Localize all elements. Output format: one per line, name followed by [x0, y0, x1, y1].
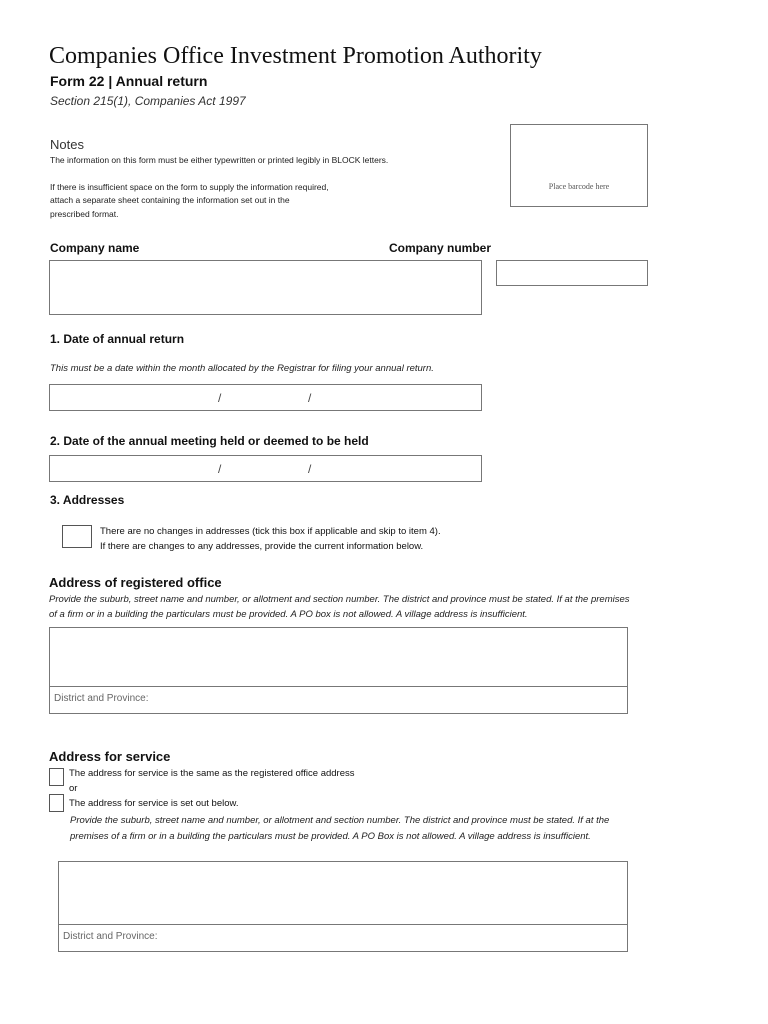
or-label: or: [69, 783, 78, 794]
barcode-label: Place barcode here: [548, 182, 610, 191]
service-instructions-2: premises of a firm or in a building the particulars must be provided. A PO Box is not allowed. A village address is insufficient.: [70, 831, 591, 842]
company-name-field[interactable]: [49, 260, 482, 315]
service-instructions-1: Provide the suburb, street name and number, or allotment and section number. The district and province must be stated. If at the: [70, 815, 610, 826]
date-separator: /: [308, 391, 312, 405]
organization-title: Companies Office Investment Promotion Authority: [49, 43, 542, 69]
no-change-line-1: There are no changes in addresses (tick this box if applicable and skip to item 4).: [100, 526, 441, 537]
notes-line-4: prescribed format.: [50, 209, 119, 219]
registered-office-district-field[interactable]: [50, 686, 627, 713]
item2-heading: 2. Date of the annual meeting held or deemed to be held: [50, 434, 369, 448]
item3-heading: 3. Addresses: [50, 493, 125, 507]
notes-line-1: The information on this form must be either typewritten or printed legibly in BLOCK letters.: [50, 155, 389, 165]
notes-line-3: attach a separate sheet containing the information set out in the: [50, 195, 290, 205]
no-address-changes-checkbox[interactable]: [62, 525, 92, 548]
registered-office-instructions-1: Provide the suburb, street name and number, or allotment and section number. The district and province must be stated. If at the premises: [49, 594, 630, 605]
service-district-field[interactable]: [59, 924, 627, 951]
service-same-label: The address for service is the same as the registered office address: [69, 768, 355, 779]
notes-line-2: If there is insufficient space on the form to supply the information required,: [50, 182, 329, 192]
district-province-label: District and Province:: [63, 931, 158, 942]
notes-heading: Notes: [50, 137, 84, 152]
service-address-heading: Address for service: [49, 749, 171, 764]
item1-heading: 1. Date of annual return: [50, 332, 185, 346]
barcode-placeholder: [510, 124, 648, 207]
registered-office-instructions-2: of a firm or in a building the particulars must be provided. A PO box is not allowed. A village address is insufficient.: [49, 609, 528, 620]
service-below-label: The address for service is set out below.: [69, 798, 239, 809]
date-separator: /: [218, 391, 222, 405]
no-change-line-2: If there are changes to any addresses, provide the current information below.: [100, 541, 424, 552]
annual-return-date-field[interactable]: [49, 384, 482, 411]
service-address-field[interactable]: [58, 861, 628, 952]
section-reference: Section 215(1), Companies Act 1997: [50, 94, 246, 108]
company-number-label: Company number: [389, 241, 492, 255]
district-province-label: District and Province:: [54, 693, 149, 704]
registered-office-address-field[interactable]: [49, 627, 628, 714]
form-title: Form 22 | Annual return: [50, 73, 208, 89]
service-below-checkbox[interactable]: [49, 794, 64, 812]
annual-meeting-date-field[interactable]: [49, 455, 482, 482]
registered-office-heading: Address of registered office: [49, 575, 222, 590]
item1-note: This must be a date within the month allocated by the Registrar for filing your annual return.: [50, 363, 434, 374]
company-name-label: Company name: [50, 241, 140, 255]
date-separator: /: [218, 462, 222, 476]
date-separator: /: [308, 462, 312, 476]
company-number-field[interactable]: [496, 260, 648, 286]
service-same-checkbox[interactable]: [49, 768, 64, 786]
